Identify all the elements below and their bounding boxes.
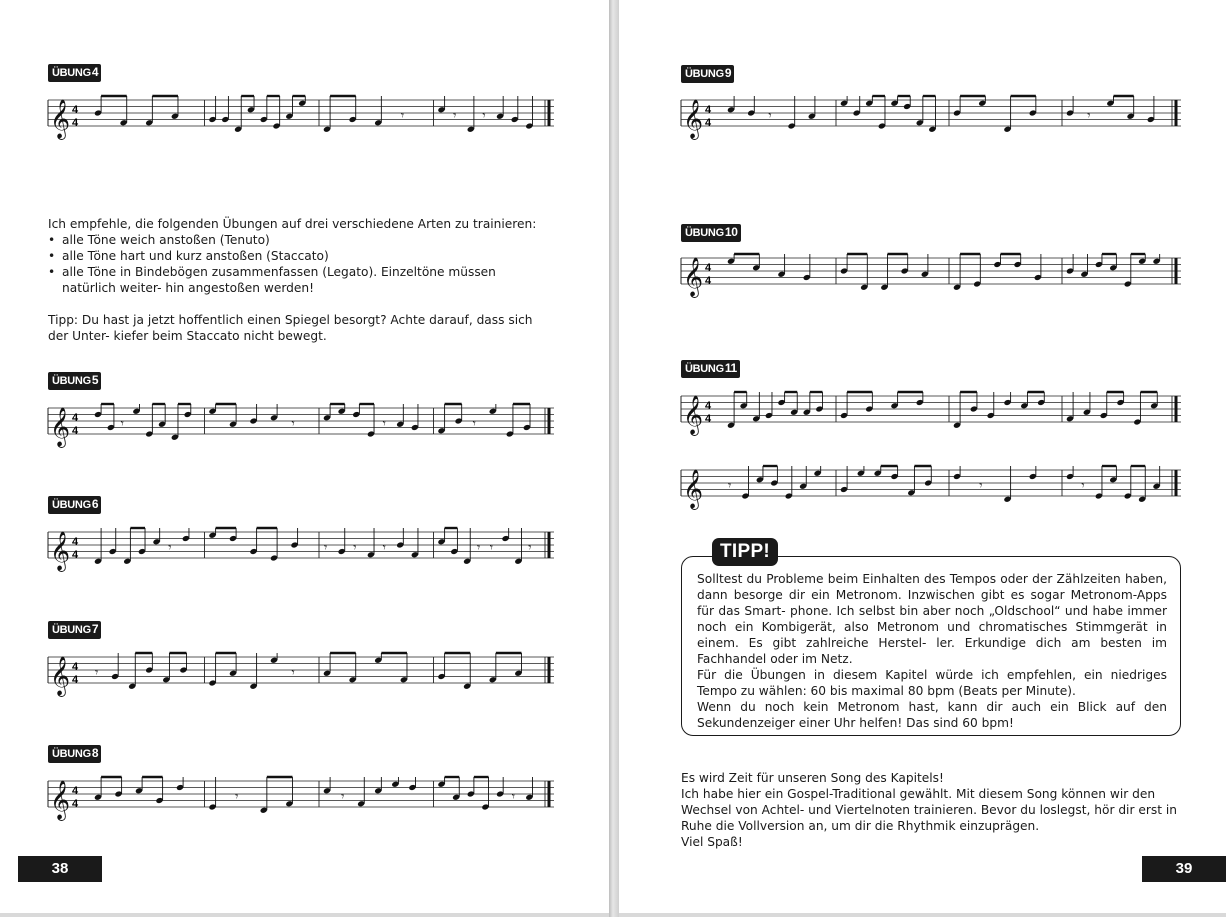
left-page <box>0 0 609 913</box>
rest-icon: 𝄾 <box>382 416 386 431</box>
song-intro <box>681 770 1181 850</box>
tipp-paragraph-1: Solltest du Probleme beim Einhalten des Tempos oder der Zählzeiten haben, dann besorge dir ein Metronom. Inzwischen gibt es sogar Metronom-Apps für das Smart- phone. Ich selbst bin aber noch „Oldschool“ und habe immer noch ein Kombigerät, also Metronom und chromatisches Stimmgerät in einem. Es gibt zahlreiche Herstel- ler. Erkundige dich am besten im Fachhandel oder im Netz. <box>697 572 1167 666</box>
treble-clef-icon: 𝄞 <box>50 99 71 139</box>
time-signature-top: 4 <box>72 785 79 797</box>
song-intro-line-1: Es wird Zeit für unseren Song des Kapitels! <box>681 771 944 785</box>
song-intro-line-2: Ich habe hier ein Gospel-Traditional gewählt. Mit diesem Song können wir den Wechsel von Achtel- und Viertelnoten trainieren. Bevor du loslegst, hör dir erst in Ruhe die Vollversion an, um dir die Rhythmik einzuprägen. <box>681 787 1177 833</box>
time-signature-bottom: 4 <box>705 413 712 425</box>
time-signature-bottom: 4 <box>705 275 712 287</box>
rest-icon: 𝄾 <box>382 540 386 555</box>
rest-icon: 𝄾 <box>979 478 983 493</box>
time-signature-top: 4 <box>72 412 79 424</box>
time-signature-bottom: 4 <box>72 798 79 810</box>
staff-exercise-7 <box>48 653 554 696</box>
treble-clef-icon: 𝄞 <box>683 257 704 297</box>
rest-icon: 𝄾 <box>341 789 345 804</box>
staff-exercise-11b <box>681 466 1181 509</box>
treble-clef-icon: 𝄞 <box>50 531 71 571</box>
exercise-label-10: ÜBUNG10 <box>681 224 741 242</box>
practice-instructions <box>48 216 548 296</box>
tipp-paragraph-2: Für die Übungen in diesem Kapitel würde ich empfehlen, ein niedriges Tempo zu wählen: 60 bis maximal 80 bpm (Beats per Minute). <box>697 668 1167 698</box>
mirror-tip: Tipp: Du hast ja jetzt hoffentlich einen Spiegel besorgt? Achte darauf, dass sich der Unter- kiefer beim Staccato nicht bewegt. <box>48 313 533 343</box>
rest-icon: 𝄾 <box>472 416 476 431</box>
time-signature-top: 4 <box>72 661 79 673</box>
rest-icon: 𝄾 <box>235 789 239 804</box>
page-number-left: 38 <box>18 856 102 882</box>
exercise-label-9: ÜBUNG9 <box>681 65 734 83</box>
staff-exercise-11a <box>681 392 1181 435</box>
right-page <box>619 0 1226 913</box>
rest-icon: 𝄾 <box>400 108 405 123</box>
tipp-text <box>697 571 1167 731</box>
treble-clef-icon: 𝄞 <box>683 99 704 139</box>
staff-exercise-4 <box>48 96 554 139</box>
articulation-list <box>48 232 548 296</box>
time-signature-top: 4 <box>705 262 712 274</box>
exercise-label-6: ÜBUNG6 <box>48 496 101 514</box>
treble-clef-icon: 𝄞 <box>683 469 704 509</box>
exercise-label-11: ÜBUNG11 <box>681 360 740 378</box>
treble-clef-icon: 𝄞 <box>50 656 71 696</box>
staff-exercise-5 <box>48 404 554 447</box>
time-signature-bottom: 4 <box>705 117 712 129</box>
tipp-title: TIPP! <box>712 538 778 566</box>
rest-icon: 𝄾 <box>168 540 172 555</box>
bullet-staccato: • alle Töne hart und kurz anstoßen (Staccato) <box>48 248 548 264</box>
time-signature-bottom: 4 <box>72 425 79 437</box>
exercise-label-4: ÜBUNG4 <box>48 64 101 82</box>
bullet-tenuto: • alle Töne weich anstoßen (Tenuto) <box>48 232 548 248</box>
exercise-label-8: ÜBUNG8 <box>48 745 101 763</box>
time-signature-top: 4 <box>72 536 79 548</box>
rest-icon: 𝄾 <box>728 478 732 493</box>
staff-exercise-10 <box>681 254 1181 297</box>
rest-icon: 𝄾 <box>95 665 99 680</box>
book-gutter <box>609 0 619 917</box>
rest-icon: 𝄾 <box>528 540 532 555</box>
time-signature-bottom: 4 <box>72 549 79 561</box>
instructions-intro: Ich empfehle, die folgenden Übungen auf drei verschiedene Arten zu trainieren: <box>48 217 537 231</box>
rest-icon: 𝄾 <box>511 789 515 804</box>
treble-clef-icon: 𝄞 <box>50 780 71 820</box>
staff-exercise-6 <box>48 528 554 571</box>
rest-icon: 𝄾 <box>1087 108 1091 123</box>
rest-icon: 𝄾 <box>353 540 357 555</box>
rest-icon: 𝄾 <box>476 540 481 555</box>
treble-clef-icon: 𝄞 <box>683 395 704 435</box>
rest-icon: 𝄾 <box>120 416 124 431</box>
rest-icon: 𝄾 <box>482 108 486 123</box>
rest-icon: 𝄾 <box>768 108 772 123</box>
rest-icon: 𝄾 <box>291 665 295 680</box>
bullet-legato: • alle Töne in Bindebögen zusammenfassen (Legato). Einzeltöne müssen natürlich weiter- hin angestoßen werden! <box>48 264 548 296</box>
time-signature-top: 4 <box>72 104 79 116</box>
staff-exercise-8 <box>48 777 554 820</box>
rest-icon: 𝄾 <box>324 540 328 555</box>
exercise-label-7: ÜBUNG7 <box>48 621 101 639</box>
time-signature-bottom: 4 <box>72 674 79 686</box>
exercise-label-5: ÜBUNG5 <box>48 372 101 390</box>
tipp-paragraph-3: Wenn du noch kein Metronom hast, kann dir auch ein Blick auf den Sekundenzeiger einer Uhr helfen! Das sind 60 bpm! <box>697 700 1167 730</box>
time-signature-bottom: 4 <box>72 117 79 129</box>
staff-exercise-9 <box>681 96 1181 139</box>
rest-icon: 𝄾 <box>453 108 457 123</box>
rest-icon: 𝄾 <box>489 540 493 555</box>
rest-icon: 𝄾 <box>1081 478 1085 493</box>
rest-icon: 𝄾 <box>291 416 295 431</box>
page-number-right: 39 <box>1142 856 1226 882</box>
time-signature-top: 4 <box>705 400 712 412</box>
time-signature-top: 4 <box>705 104 712 116</box>
song-intro-line-3: Viel Spaß! <box>681 835 743 849</box>
treble-clef-icon: 𝄞 <box>50 407 71 447</box>
